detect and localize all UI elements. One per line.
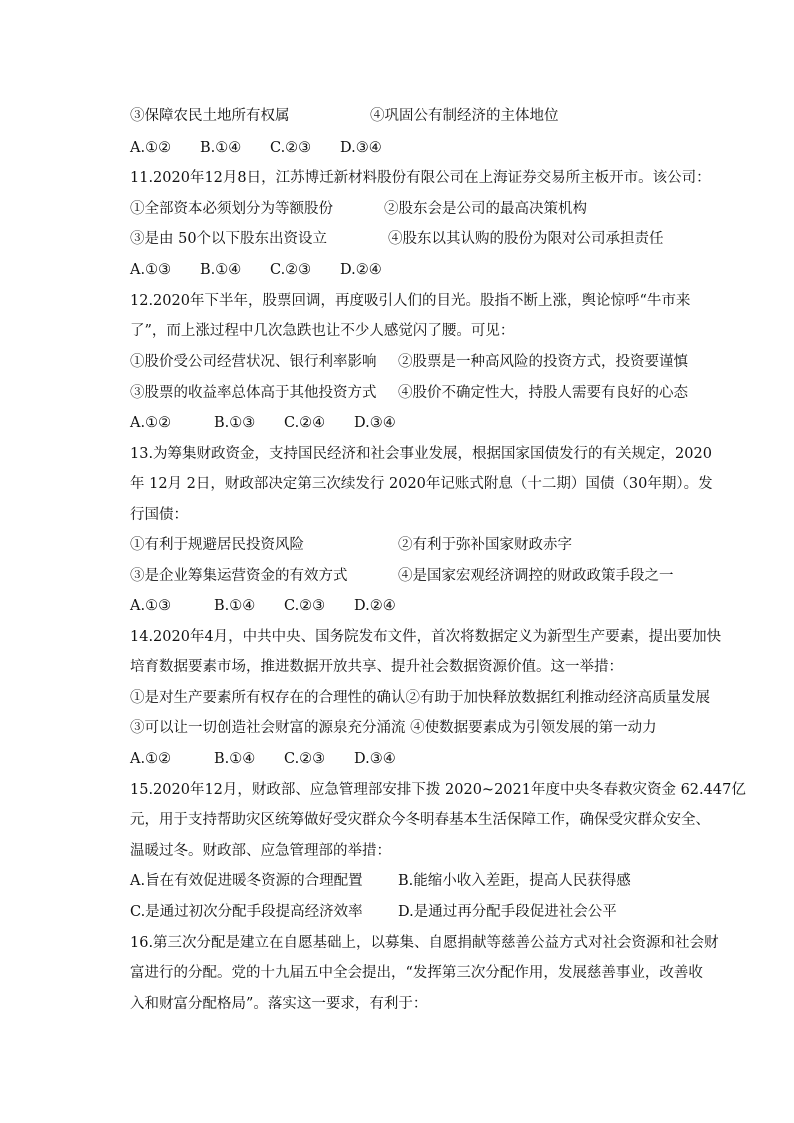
q12-answer-c: C.②④ — [284, 415, 326, 431]
q11-answer-d: D.②④ — [340, 262, 382, 278]
q11-option-4: ④股东以其认购的股份为限对公司承担责任 — [388, 231, 664, 247]
q13-option-3: ③是企业筹集运营资金的有效方式 — [130, 568, 348, 584]
q10-options-row-2 — [130, 106, 559, 126]
q16-stem-line-3: 入和财富分配格局”。落实这一要求，有利于： — [130, 996, 428, 1012]
q10-answer-b: B.①④ — [200, 140, 242, 156]
q13-stem-line-1: 13.为筹集财政资金，支持国民经济和社会事业发展，根据国家国债发行的有关规定，2020 — [130, 446, 712, 462]
q14-stem-line-2: 培育数据要素市场，推进数据开放共享、提升社会数据资源价值。这一举措： — [130, 659, 623, 675]
q16-stem-line-1: 16.第三次分配是建立在自愿基础上，以募集、自愿捐献等慈善公益方式对社会资源和社会财 — [130, 935, 719, 951]
q11-option-1: ①全部资本必须划分为等额股份 — [130, 201, 333, 217]
q13-option-1: ①有利于规避居民投资风险 — [130, 537, 304, 553]
q10-answer-d: D.③④ — [340, 140, 382, 156]
q12-option-4: ④股价不确定性大，持股人需要有良好的心态 — [398, 385, 688, 401]
q15-options-row-1 — [130, 871, 631, 891]
q15-option-b: B.能缩小收入差距，提高人民获得感 — [398, 873, 631, 889]
q14-answer-d: D.③④ — [354, 751, 396, 767]
q15-option-c: C.是通过初次分配手段提高经济效率 — [130, 904, 363, 920]
q12-answer-b: B.①③ — [214, 415, 256, 431]
q11-option-2: ②股东会是公司的最高决策机构 — [384, 201, 587, 217]
q13-answer-b: B.①④ — [214, 598, 256, 614]
q10-option-3: ③保障农民土地所有权属 — [130, 108, 290, 124]
q12-answer-d: D.③④ — [354, 415, 396, 431]
q10-option-4: ④巩固公有制经济的主体地位 — [370, 108, 559, 124]
q11-answer-c: C.②③ — [270, 262, 312, 278]
q13-stem-line-3: 行国债： — [130, 507, 188, 523]
q11-option-3: ③是由 50个以下股东出资设立 — [130, 231, 328, 247]
q11-options-row-1 — [130, 199, 587, 219]
q11-answer-a: A.①③ — [130, 262, 172, 278]
q14-options-line-2: ③可以让一切创造社会财富的源泉充分涌流 ④使数据要素成为引领发展的第一动力 — [130, 720, 657, 736]
q13-stem-line-2: 年 12月 2日，财政部决定第三次续发行 2020年记账式附息（十二期）国债（30年期）。发 — [130, 476, 713, 492]
q12-stem-line-1: 12.2020年下半年，股票回调，再度吸引人们的目光。股指不断上涨，舆论惊呼“牛市来 — [130, 293, 691, 309]
q13-options-row-2 — [130, 566, 674, 586]
q13-answer-d: D.②④ — [354, 598, 396, 614]
q12-option-1: ①股价受公司经营状况、银行利率影响 — [130, 354, 377, 370]
q10-answer-c: C.②③ — [270, 140, 312, 156]
q11-options-row-2 — [130, 229, 664, 249]
q12-options-row-2 — [130, 383, 688, 403]
q13-options-row-1 — [130, 535, 572, 555]
q14-stem-line-1: 14.2020年4月，中共中央、国务院发布文件，首次将数据定义为新型生产要素，提出要加快 — [130, 629, 722, 645]
q15-option-a: A.旨在有效促进暖冬资源的合理配置 — [130, 873, 363, 889]
q13-option-2: ②有利于弥补国家财政赤字 — [398, 537, 572, 553]
q10-answer-a: A.①② — [130, 140, 172, 156]
q12-option-2: ②股票是一种高风险的投资方式，投资要谨慎 — [398, 354, 688, 370]
q14-options-line-1: ①是对生产要素所有权存在的合理性的确认②有助于加快释放数据红利推动经济高质量发展 — [130, 690, 710, 706]
q13-answer-a: A.①③ — [130, 598, 172, 614]
q16-stem-line-2: 富进行的分配。党的十九届五中全会提出，“发挥第三次分配作用，发展慈善事业，改善收 — [130, 965, 703, 981]
q15-stem-line-2: 元，用于支持帮助灾区统筹做好受灾群众今冬明春基本生活保障工作，确保受灾群众安全、 — [130, 812, 710, 828]
q11-stem: 11.2020年12月8日，江苏博迁新材料股份有限公司在上海证券交易所主板开市。该公司： — [130, 170, 711, 186]
q11-answer-b: B.①④ — [200, 262, 242, 278]
q15-option-d: D.是通过再分配手段促进社会公平 — [398, 904, 617, 920]
q12-options-row-1 — [130, 352, 688, 372]
q12-stem-line-2: 了”，而上涨过程中几次急跌也让不少人感觉闪了腰。可见： — [130, 323, 515, 339]
q13-option-4: ④是国家宏观经济调控的财政政策手段之一 — [398, 568, 674, 584]
q12-option-3: ③股票的收益率总体高于其他投资方式 — [130, 385, 377, 401]
q15-stem-line-3: 温暖过冬。财政部、应急管理部的举措： — [130, 843, 391, 859]
q15-stem-line-1: 15.2020年12月，财政部、应急管理部安排下拨 2020~2021年度中央冬春救灾资金 62.447亿 — [130, 782, 746, 798]
q14-answer-a: A.①② — [130, 751, 172, 767]
q14-answer-c: C.②③ — [284, 751, 326, 767]
q14-answer-b: B.①④ — [214, 751, 256, 767]
q13-answer-c: C.②③ — [284, 598, 326, 614]
q12-answer-a: A.①② — [130, 415, 172, 431]
q15-options-row-2 — [130, 902, 617, 922]
